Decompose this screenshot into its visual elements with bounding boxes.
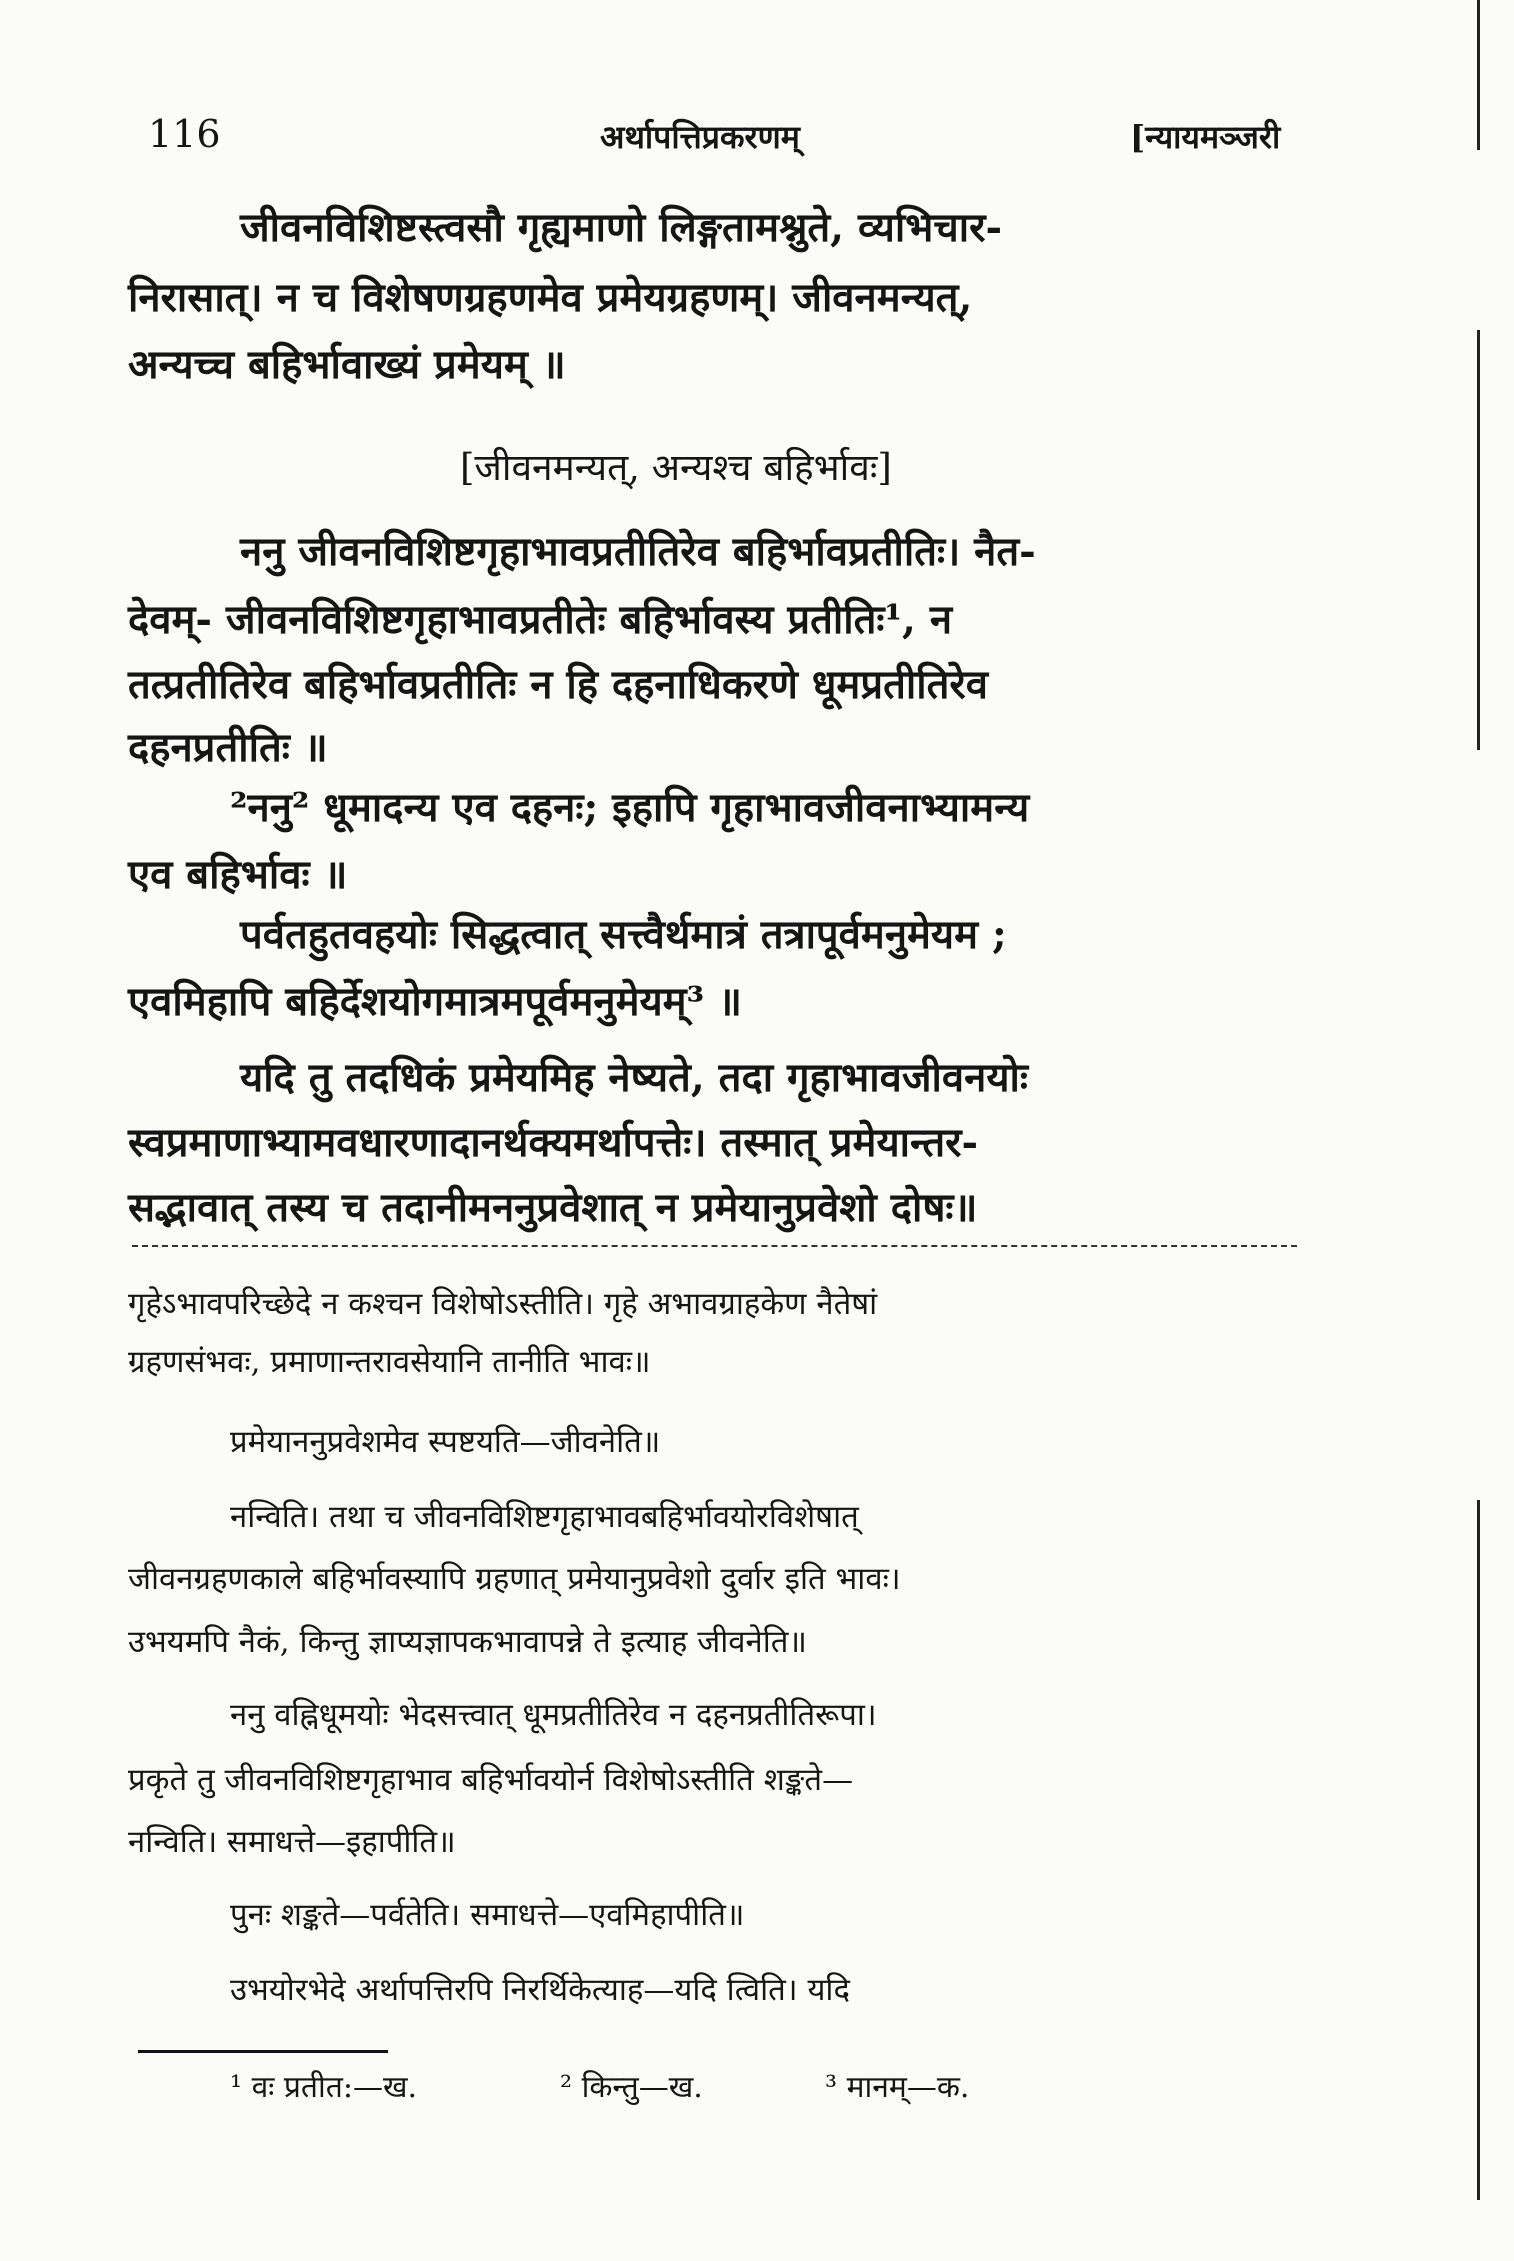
page-edge-mark — [1477, 1500, 1480, 2200]
main-line: दहनप्रतीतिः ॥ — [128, 724, 328, 771]
main-line: स्वप्रमाणाभ्यामवधारणादानर्थक्यमर्थापत्तेः। तस्मात् प्रमेयान्तर- — [128, 1119, 979, 1166]
book-title: [न्यायमञ्जरी — [1130, 118, 1281, 156]
main-line: अन्यच्च बहिर्भावाख्यं प्रमेयम् ॥ — [128, 341, 566, 388]
main-line: ननु जीवनविशिष्टगृहाभावप्रतीतिरेव बहिर्भावप्रतीतिः। नैत- — [240, 528, 1036, 575]
commentary-line: उभयोरभेदे अर्थापत्तिरपि निरर्थिकेत्याह—यदि त्विति। यदि — [230, 1972, 850, 2008]
main-line: ²ननु² धूमादन्य एव दहनः; इहापि गृहाभावजीवनाभ्यामन्य — [230, 784, 1030, 831]
main-line: निरासात्। न च विशेषणग्रहणमेव प्रमेयग्रहणम्। जीवनमन्यत्, — [128, 274, 973, 321]
commentary-line: ननु वह्निधूमयोः भेदसत्त्वात् धूमप्रतीतिरेव न दहनप्रतीतिरूपा। — [230, 1697, 877, 1733]
text-separator — [132, 1245, 1297, 1247]
footnote: ² किन्तु—ख. — [560, 2070, 703, 2105]
commentary-line: उभयमपि नैकं, किन्तु ज्ञाप्यज्ञापकभावापन्ने ते इत्याह जीवनेति॥ — [128, 1624, 807, 1660]
main-line: एव बहिर्भावः ॥ — [128, 851, 348, 898]
section-heading: [जीवनमन्यत्, अन्यश्च बहिर्भावः] — [460, 446, 892, 489]
page-edge-mark — [1477, 0, 1480, 150]
main-line: यदि तु तदधिकं प्रमेयमिह नेष्यते, तदा गृहाभावजीवनयोः — [240, 1054, 1028, 1101]
commentary-line: गृहेऽभावपरिच्छेदे न कश्चन विशेषोऽस्तीति। गृहे अभावग्राहकेण नैतेषां — [128, 1286, 878, 1322]
commentary-line: पुनः शङ्कते—पर्वतेति। समाधत्ते—एवमिहापीति॥ — [230, 1897, 745, 1933]
main-line: तत्प्रतीतिरेव बहिर्भावप्रतीतिः न हि दहनाधिकरणे धूमप्रतीतिरेव — [128, 661, 989, 708]
main-line: जीवनविशिष्टस्त्वसौ गृह्यमाणो लिङ्गतामश्नुते, व्यभिचार- — [240, 204, 1003, 251]
footnote: ¹ वः प्रतीत:—ख. — [230, 2070, 418, 2105]
footnote-rule — [138, 2050, 388, 2053]
main-line: देवम्- जीवनविशिष्टगृहाभावप्रतीतेः बहिर्भावस्य प्रतीतिः¹, न — [128, 596, 953, 643]
commentary-line: ग्रहणसंभवः, प्रमाणान्तरावसेयानि तानीति भावः॥ — [128, 1344, 651, 1380]
main-line: पर्वतहुतवहयोः सिद्धत्वात् सत्त्वैर्थमात्रं तत्रापूर्वमनुमेयम ; — [240, 911, 1007, 958]
footnote: ³ मानम्—क. — [825, 2070, 970, 2105]
commentary-line: जीवनग्रहणकाले बहिर्भावस्यापि ग्रहणात् प्रमेयानुप्रवेशो दुर्वार इति भावः। — [128, 1561, 901, 1597]
page-edge-mark — [1477, 330, 1480, 750]
main-line: एवमिहापि बहिर्देशयोगमात्रमपूर्वमनुमेयम्³ ॥ — [128, 978, 743, 1025]
page-number: 116 — [148, 112, 221, 156]
commentary-line: नन्विति। तथा च जीवनविशिष्टगृहाभावबहिर्भावयोरविशेषात् — [230, 1499, 859, 1535]
running-title: अर्थापत्तिप्रकरणम् — [600, 118, 800, 156]
commentary-line: नन्विति। समाधत्ते—इहापीति॥ — [128, 1824, 456, 1860]
commentary-line: प्रकृते तु जीवनविशिष्टगृहाभाव बहिर्भावयोर्न विशेषोऽस्तीति शङ्कते— — [128, 1762, 854, 1798]
commentary-line: प्रमेयाननुप्रवेशमेव स्पष्टयति—जीवनेति॥ — [230, 1424, 661, 1460]
main-line: सद्भावात् तस्य च तदानीमननुप्रवेशात् न प्रमेयानुप्रवेशो दोषः॥ — [128, 1184, 978, 1231]
